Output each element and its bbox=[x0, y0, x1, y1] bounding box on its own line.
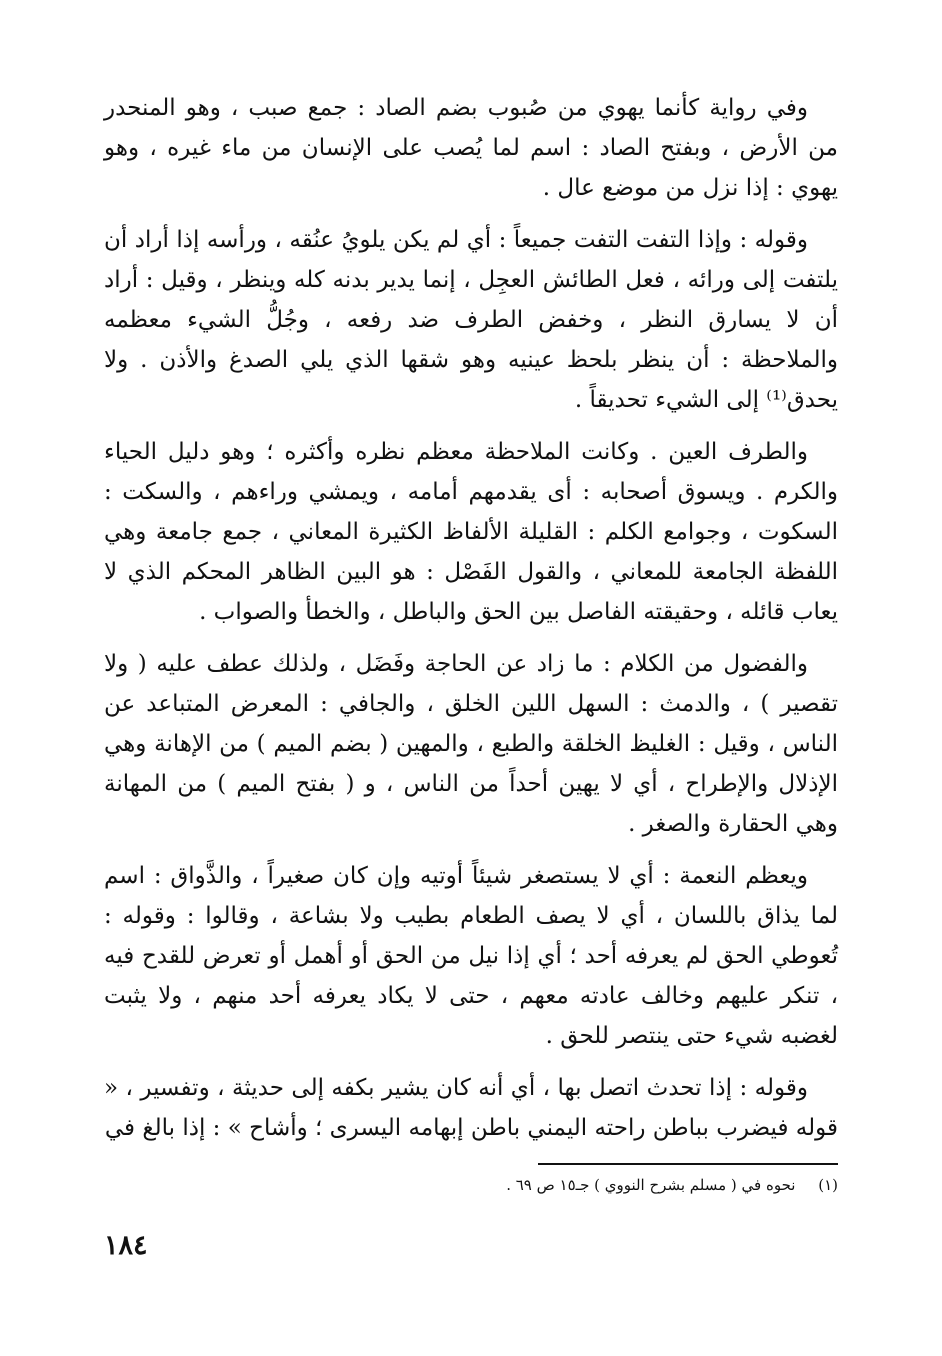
paragraph: ويعظم النعمة : أي لا يستصغر شيئاً أوتيه وإن كان صغيراً ، والذَّواق : اسم لما يذاق باللسان ، أي لا يصف الطعام بطيب ولا بشاعة ، وقالوا : وقوله : تُعوطي الحق لم يعرفه أحد ؛ أي إذا نيل من الحق أو أهمل أو تعرض للقدح فيه ، تنكر عليهم وخالف عادته معهم ، حتى لا يكاد يعرفه أحد منهم ، ولا يثبت لغضبه شيء حتى ينتصر للحق . bbox=[104, 862, 838, 1050]
paragraph: وفي رواية كأنما يهوي من صُبوب بضم الصاد : جمع صبب ، وهو المنحدر من الأرض ، وبفتح الصاد : اسم لما يُصب على الإنسان من ماء غيره ، وهو يهوي : إذا نزل من موضع عال . bbox=[104, 95, 838, 202]
main-text bbox=[104, 88, 838, 1159]
footnote-text: نحوه في ( مسلم بشرح النووي ) جـ١٥ ص ٦٩ . bbox=[506, 1176, 796, 1194]
paragraph: والطرف العين . وكانت الملاحظة معظم نظره وأكثره ؛ وهو دليل الحياء والكرم . ويسوق أصحابه : أى يقدمهم أمامه ، ويمشي وراءهم ، والسكت : السكوت ، وجوامع الكلم : القليلة الألفاظ الكثيرة المعاني ، جمع جامعة وهي اللفظة الجامعة للمعاني ، والقول الفَصْل : هو البين الظاهر المحكم الذي لا يعاب قائله ، وحقيقته الفاصل بين الحق والباطل ، والخطأ والصواب . bbox=[104, 438, 838, 626]
paragraph: وقوله : إذا تحدث اتصل بها ، أي أنه كان يشير بكفه إلى حديثة ، وتفسير ، « قوله فيضرب بباطن راحته اليمني باطن إبهامه اليسرى ؛ وأشاح » : إذا بالغ في bbox=[104, 1074, 838, 1141]
footnote-divider bbox=[538, 1163, 838, 1165]
footnote-marker: (١) bbox=[818, 1176, 838, 1194]
footnote bbox=[420, 1172, 838, 1198]
page-number: ١٨٤ bbox=[104, 1230, 148, 1261]
paragraph: والفضول من الكلام : ما زاد عن الحاجة وفَضَل ، ولذلك عطف عليه ( ولا تقصير ) ، والدمث : السهل اللين الخلق ، والجافي : المعرض المتباعد عن الناس ، وقيل : الغليظ الخلقة والطبع ، والمهين ( بضم الميم ) من الإهانة وهي الإذلال والإطراح ، أي لا يهين أحداً من الناس ، و ( بفتح الميم ) من المهانة وهي الحقارة والصغر . bbox=[104, 650, 838, 838]
paragraph: وقوله : وإذا التفت التفت جميعاً : أي لم يكن يلويُ عنُقه ، ورأسه إذا أراد أن يلتفت إلى ورائه ، فعل الطائش العجِل ، إنما يدير بدنه كله وينظر ، وقيل : أراد أن لا يسارق النظر ، وخفض الطرف ضد رفعه ، وجُلُّ الشيء معظمه والملاحظة : أن ينظر بلحظ عينيه وهو شقها الذي يلي الصدغ والأذن . ولا يحدق⁽¹⁾ إلى الشيء تحديقاً . bbox=[104, 226, 838, 414]
